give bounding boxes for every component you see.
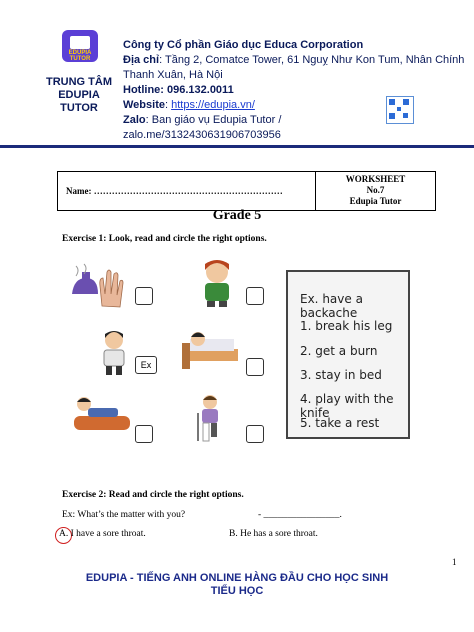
bed-boy-picture [178, 325, 242, 370]
example-answer-blank: - ________________. [258, 510, 342, 520]
option-a[interactable]: A. I have a sore throat. [59, 529, 146, 539]
broken-leg-boy-picture [195, 393, 225, 443]
footer-banner: EDUPIA - TIẾNG ANH ONLINE HÀNG ĐẦU CHO HỌC SINH TIỂU HỌC [85, 572, 389, 597]
header-divider [0, 145, 474, 148]
options-box [286, 270, 410, 439]
website-line: Website: https://edupia.vn/ [123, 99, 255, 111]
option-1: 1. break his leg [300, 319, 393, 333]
qr-code-icon [386, 96, 414, 124]
name-field[interactable]: Name: ……………………………………………………… [66, 186, 283, 196]
example-question: Ex: What’s the matter with you? [62, 510, 186, 520]
checkbox-1[interactable] [135, 287, 153, 305]
checkbox-3[interactable] [246, 358, 264, 376]
option-4: 4. play with the knife [300, 392, 394, 420]
zalo-line: Zalo: Ban giáo vụ Edupia Tutor / [123, 114, 282, 126]
exercise1-title: Exercise 1: Look, read and circle the right options. [62, 234, 267, 244]
company-name: Công ty Cổ phần Giáo dục Educa Corporation [123, 39, 364, 51]
address-line: Địa chỉ: Tầng 2, Comatce Tower, 61 Nguỵ Như Kon Tum, Nhân Chính Thanh Xuân, Hà Nội [123, 54, 465, 81]
option-5: 5. take a rest [300, 416, 380, 430]
doctor-boy-picture [96, 328, 132, 376]
checkbox-4[interactable] [135, 425, 153, 443]
option-3: 3. stay in bed [300, 368, 382, 382]
hotline-line: Hotline: 096.132.0011 [123, 84, 234, 96]
website-link[interactable]: https://edupia.vn/ [171, 99, 255, 111]
option-example: Ex. have a backache [300, 292, 363, 320]
zalo-link[interactable]: zalo.me/3132430631906703956 [123, 129, 281, 141]
lying-man-picture [70, 392, 132, 438]
burn-hand-picture [62, 258, 130, 308]
worksheet-title: WORKSHEET No.7 Edupia Tutor [345, 174, 406, 206]
exercise2-title: Exercise 2: Read and circle the right options. [62, 490, 244, 500]
company-info [123, 38, 473, 143]
grade-heading: Grade 5 [212, 208, 262, 223]
option-b[interactable]: B. He has a sore throat. [229, 529, 318, 539]
checkbox-5[interactable] [246, 425, 264, 443]
example-box: Ex [135, 356, 157, 374]
logo-book-icon [70, 36, 90, 49]
checkbox-2[interactable] [246, 287, 264, 305]
worksheet-header-table [57, 171, 436, 211]
center-name: TRUNG TÂM EDUPIA TUTOR [46, 76, 112, 114]
logo-text: EDUPIA TUTOR [68, 50, 92, 62]
backache-boy-picture [195, 258, 241, 308]
option-2: 2. get a burn [300, 344, 378, 358]
page-number: 1 [452, 557, 457, 567]
